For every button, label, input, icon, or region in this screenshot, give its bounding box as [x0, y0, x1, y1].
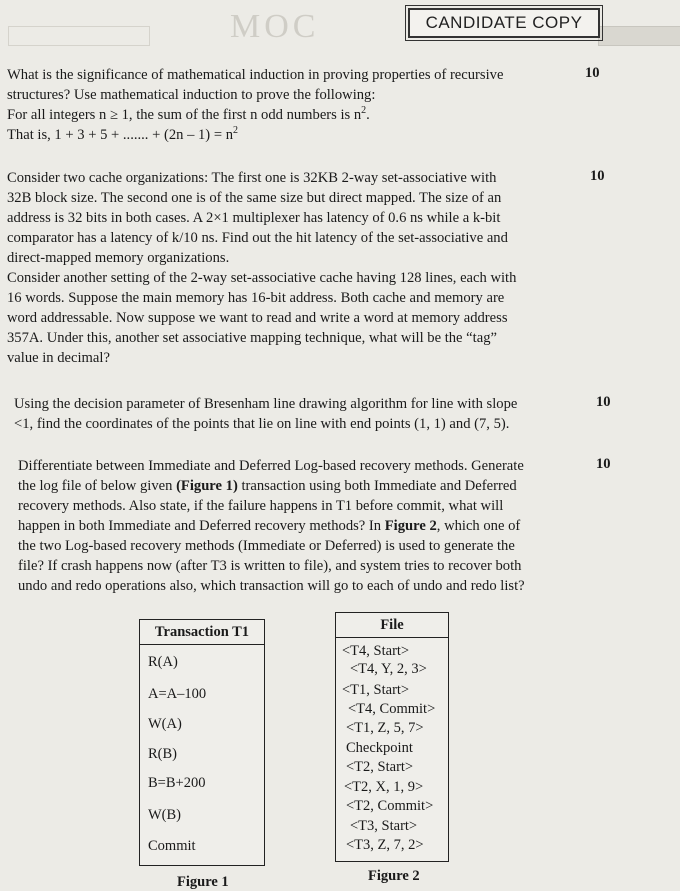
figure-1-row: R(A): [148, 654, 178, 670]
figure-2-row: <T4, Start>: [342, 643, 410, 659]
candidate-copy-stamp: CANDIDATE COPY: [408, 8, 600, 38]
question-4-line: recovery methods. Also state, if the failure happens in T1 before commit, what will: [18, 498, 504, 514]
figure-2-row: <T2, Start>: [346, 759, 414, 775]
figure-2-row: Checkpoint: [346, 740, 413, 756]
question-1-marks: 10: [585, 65, 600, 81]
bleed-through-badge: [8, 26, 150, 46]
figure-1-row: W(A): [148, 716, 182, 732]
question-3-marks: 10: [596, 394, 611, 410]
question-2-line: address is 32 bits in both cases. A 2×1 multiplexer has latency of 0.6 ns while a k-bit: [7, 210, 501, 226]
question-1-line: What is the significance of mathematical induction in proving properties of recursive: [7, 67, 504, 83]
figure-2-row: <T2, Commit>: [346, 798, 434, 814]
question-1-line: That is, 1 + 3 + 5 + ....... + $(2n - 1) = n^2$: [7, 125, 238, 143]
question-2-line: 357A. Under this, another set associative mapping technique, what will be the “tag”: [7, 330, 497, 346]
figure-1-caption: Figure 1: [177, 874, 229, 890]
figure-1-header: Transaction T1: [140, 620, 264, 645]
figure-2-caption: Figure 2: [368, 868, 420, 884]
figure-2-row: <T1, Start>: [342, 682, 410, 698]
question-2-line: 32B block size. The second one is of the same size but direct mapped. The size of an: [7, 190, 502, 206]
figure-2-row: <T4, Y, 2, 3>: [350, 661, 427, 677]
question-4-line: the log file of below given (Figure 1) transaction using both Immediate and Deferred: [18, 478, 517, 494]
figure-1-row: A=A–100: [148, 686, 207, 702]
question-4-line: undo and redo operations also, which transaction will go to each of undo and redo list?: [18, 578, 525, 594]
question-1-line: For all integers n ≥ 1, the sum of the first n odd numbers is $n^2$.: [7, 105, 370, 123]
question-4-line: happen in both Immediate and Deferred recovery methods? In Figure 2, which one of: [18, 518, 521, 534]
question-4: [18, 456, 592, 596]
figure-2-table: [335, 612, 449, 862]
figure-1-row: R(B): [148, 746, 177, 762]
figure-2-row: <T1, Z, 5, 7>: [346, 720, 424, 736]
figure-2-row: <T4, Commit>: [348, 701, 436, 717]
question-4-marks: 10: [596, 456, 611, 472]
figure-2-row: <T2, X, 1, 9>: [344, 779, 424, 795]
figure-1-row: B=B+200: [148, 775, 206, 791]
question-4-line: Differentiate between Immediate and Deferred Log-based recovery methods. Generate: [18, 458, 524, 474]
figure-1-row: W(B): [148, 807, 182, 823]
question-2-line: Consider another setting of the 2-way set-associative cache having 128 lines, each with: [7, 270, 517, 286]
figure-2-header: File: [336, 613, 448, 638]
figure-2-row: <T3, Start>: [350, 818, 418, 834]
question-2-marks: 10: [590, 168, 605, 184]
bleed-through-badge-right: [598, 26, 680, 46]
question-2: [7, 168, 587, 368]
question-2-line: comparator has a latency of k/10 ns. Find out the hit latency of the set-associative and: [7, 230, 508, 246]
question-2-line: word addressable. Now suppose we want to read and write a word at memory address: [7, 310, 508, 326]
figure-2-row: <T3, Z, 7, 2>: [346, 837, 424, 853]
question-1: [7, 65, 577, 145]
question-2-line: value in decimal?: [7, 350, 110, 366]
figure-1-row: Commit: [148, 838, 196, 854]
question-2-line: 16 words. Suppose the main memory has 16-bit address. Both cache and memory are: [7, 290, 505, 306]
question-3: [14, 394, 590, 434]
question-3-line: Using the decision parameter of Bresenham line drawing algorithm for line with slope: [14, 396, 518, 412]
question-1-line: structures? Use mathematical induction to prove the following:: [7, 87, 376, 103]
bleed-through-text: MOC: [230, 8, 320, 45]
question-4-line: file? If crash happens now (after T3 is written to file), and system tries to recover both: [18, 558, 522, 574]
figure-1-table: [139, 619, 265, 866]
question-3-line: <1, find the coordinates of the points that lie on line with end points (1, 1) and (7, 5).: [14, 416, 510, 432]
question-2-line: direct-mapped memory organizations.: [7, 250, 230, 266]
question-4-line: the two Log-based recovery methods (Immediate or Deferred) is used to generate the: [18, 538, 515, 554]
question-2-line: Consider two cache organizations: The first one is 32KB 2-way set-associative with: [7, 170, 497, 186]
